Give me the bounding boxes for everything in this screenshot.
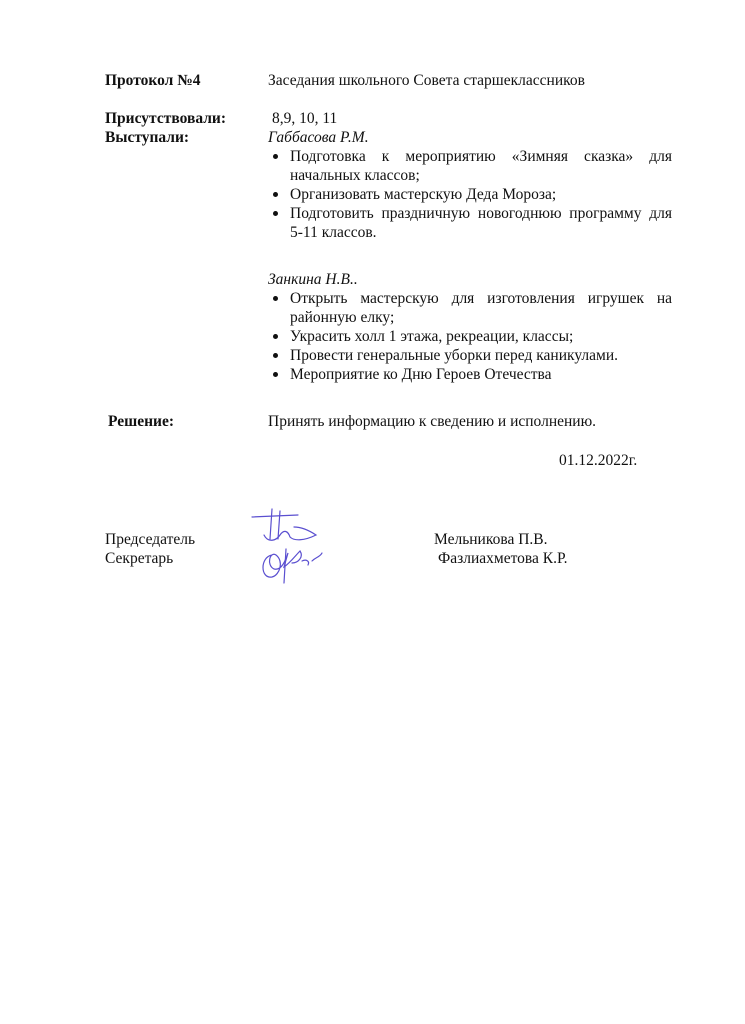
attended-label: Присутствовали: [105, 110, 227, 127]
secretary-name: Фазлиахметова К.Р. [438, 550, 568, 567]
decision-value: Принять информацию к сведению и исполнению. [268, 413, 597, 430]
speaker-2-items [268, 289, 672, 384]
speaker-1-items [268, 147, 672, 242]
document-date: 01.12.2022г. [559, 452, 638, 469]
chairman-name: Мельникова П.В. [434, 531, 548, 548]
list-item: Открыть мастерскую для изготовления игрушек на районную елку; [268, 289, 672, 327]
list-item: Подготовка к мероприятию «Зимняя сказка» для начальных классов; [268, 147, 672, 185]
protocol-title: Заседания школьного Совета старшеклассников [268, 72, 585, 89]
protocol-label: Протокол №4 [105, 72, 201, 89]
list-item: Подготовить праздничную новогоднюю программу для 5-11 классов. [268, 204, 672, 242]
attended-value: 8,9, 10, 11 [272, 110, 338, 127]
list-item: Украсить холл 1 этажа, рекреации, классы; [268, 327, 672, 346]
list-item: Мероприятие ко Дню Героев Отечества [268, 365, 672, 384]
speakers-label: Выступали: [105, 129, 190, 146]
decision-label: Решение: [108, 413, 175, 430]
list-item: Организовать мастерскую Деда Мороза; [268, 185, 672, 204]
signature-image [250, 505, 340, 585]
speaker-name: Занкина Н.В.. [268, 271, 358, 288]
secretary-role: Секретарь [105, 550, 174, 567]
chairman-role: Председатель [105, 531, 196, 548]
speaker-name: Габбасова Р.М. [268, 129, 369, 146]
list-item: Провести генеральные уборки перед каникулами. [268, 346, 672, 365]
